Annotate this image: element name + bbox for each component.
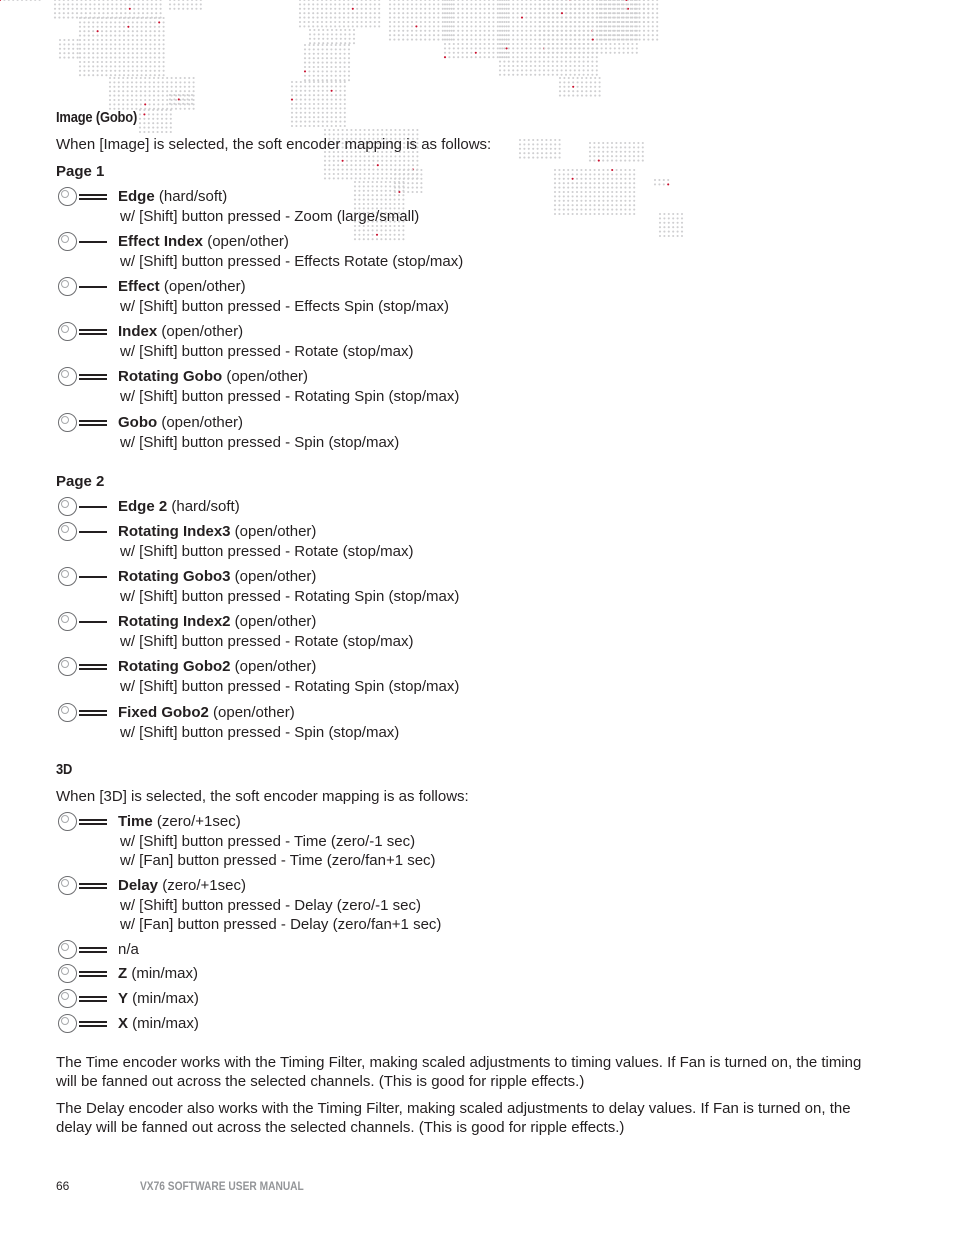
encoder-modifier-line: w/ [Shift] button pressed - Time (zero/-1 sec) — [120, 833, 416, 850]
encoder-label — [118, 965, 198, 982]
encoder-range: (zero/+1sec) — [158, 877, 246, 894]
encoder-name: Edge — [118, 188, 155, 205]
encoder-knob-icon — [58, 322, 77, 341]
encoder-label — [118, 813, 241, 830]
encoder-name: X — [118, 1015, 129, 1032]
encoder-knob-icon — [58, 567, 77, 586]
soft-encoder-icon — [58, 989, 110, 1009]
soft-encoder-icon — [58, 322, 110, 342]
encoder-range: (open/other) — [230, 523, 317, 540]
soft-encoder-icon — [58, 522, 110, 542]
encoder-knob-icon — [58, 277, 77, 296]
encoder-range: (min/max) — [127, 965, 199, 982]
encoder-name: Effect — [118, 278, 160, 295]
encoder-range: (open/other) — [230, 658, 317, 675]
encoder-range: (open/other) — [203, 233, 289, 250]
encoder-label — [118, 1015, 199, 1032]
soft-encoder-icon — [58, 876, 110, 896]
section-title-image-gobo: Image (Gobo) — [56, 109, 138, 126]
encoder-name: Delay — [118, 877, 159, 894]
encoder-range: (open/other) — [157, 414, 244, 431]
encoder-modifier-line: w/ [Shift] button pressed - Delay (zero/-1 sec) — [120, 897, 421, 914]
encoder-knob-icon — [58, 413, 77, 432]
manual-title: VX76 SOFTWARE USER MANUAL — [140, 1179, 304, 1193]
encoder-knob-icon — [58, 1014, 77, 1033]
encoder-label — [118, 233, 289, 250]
encoder-name: Y — [118, 990, 129, 1007]
encoder-modifier-line: w/ [Fan] button pressed - Time (zero/fan+1 sec) — [120, 852, 436, 869]
encoder-name: Rotating Gobo2 — [118, 658, 231, 675]
encoder-knob-icon — [58, 522, 77, 541]
soft-encoder-icon — [58, 277, 110, 297]
encoder-name: Time — [118, 813, 153, 830]
encoder-modifier-line: w/ [Shift] button pressed - Rotating Spin (stop/max) — [120, 678, 460, 695]
soft-encoder-icon — [58, 497, 110, 517]
threed-intro-text: When [3D] is selected, the soft encoder mapping is as follows: — [56, 788, 469, 805]
encoder-modifier-line: w/ [Shift] button pressed - Effects Spin (stop/max) — [120, 298, 450, 315]
soft-encoder-icon — [58, 812, 110, 832]
encoder-label — [118, 941, 139, 958]
encoder-label — [118, 704, 295, 721]
encoder-label — [118, 990, 199, 1007]
page-1-heading: Page 1 — [56, 163, 105, 180]
section-title-3d: 3D — [56, 761, 73, 778]
encoder-knob-icon — [58, 657, 77, 676]
encoder-knob-icon — [58, 497, 77, 516]
encoder-range: (hard/soft) — [154, 188, 228, 205]
encoder-range: (open/other) — [159, 278, 246, 295]
encoder-knob-icon — [58, 612, 77, 631]
delay-encoder-paragraph: The Delay encoder also works with the Timing Filter, making scaled adjustments to delay values. If Fan is turned on, the delay will be fanned out across the selected channels. (This is good for ripple effects.) — [56, 1100, 851, 1136]
encoder-name: Z — [118, 965, 128, 982]
soft-encoder-icon — [58, 964, 110, 984]
soft-encoder-icon — [58, 367, 110, 387]
encoder-modifier-line: w/ [Fan] button pressed - Delay (zero/fan+1 sec) — [120, 916, 442, 933]
encoder-name: Gobo — [118, 414, 158, 431]
encoder-label — [118, 568, 316, 585]
encoder-name: Rotating Index2 — [118, 613, 231, 630]
encoder-modifier-line: w/ [Shift] button pressed - Effects Rotate (stop/max) — [120, 253, 464, 270]
encoder-label — [118, 877, 246, 894]
encoder-label — [118, 658, 316, 675]
soft-encoder-icon — [58, 940, 110, 960]
soft-encoder-icon — [58, 1014, 110, 1034]
soft-encoder-icon — [58, 657, 110, 677]
encoder-knob-icon — [58, 187, 77, 206]
encoder-modifier-line: w/ [Shift] button pressed - Rotate (stop/max) — [120, 633, 414, 650]
soft-encoder-icon — [58, 232, 110, 252]
page-2-heading: Page 2 — [56, 473, 105, 490]
encoder-name: Rotating Gobo — [118, 368, 223, 385]
encoder-name: Rotating Gobo3 — [118, 568, 231, 585]
encoder-range: (min/max) — [128, 990, 199, 1007]
encoder-range: (open/other) — [230, 613, 317, 630]
encoder-range: (open/other) — [208, 704, 295, 721]
encoder-range: (hard/soft) — [167, 498, 240, 515]
encoder-label — [118, 498, 240, 515]
encoder-label — [118, 188, 227, 205]
page-number: 66 — [56, 1179, 70, 1193]
encoder-range: (open/other) — [157, 323, 244, 340]
encoder-name: Index — [118, 323, 158, 340]
soft-encoder-icon — [58, 703, 110, 723]
encoder-range: (open/other) — [222, 368, 309, 385]
encoder-modifier-line: w/ [Shift] button pressed - Rotating Spin (stop/max) — [120, 388, 460, 405]
encoder-knob-icon — [58, 964, 77, 983]
image-intro-text: When [Image] is selected, the soft encoder mapping is as follows: — [56, 136, 492, 153]
encoder-range: n/a — [118, 941, 139, 958]
soft-encoder-icon — [58, 567, 110, 587]
encoder-modifier-line: w/ [Shift] button pressed - Rotate (stop/max) — [120, 343, 414, 360]
encoder-label — [118, 323, 243, 340]
encoder-range: (min/max) — [128, 1015, 199, 1032]
encoder-name: Edge 2 — [118, 498, 168, 515]
encoder-modifier-line: w/ [Shift] button pressed - Zoom (large/small) — [120, 208, 420, 225]
encoder-name: Rotating Index3 — [118, 523, 231, 540]
encoder-knob-icon — [58, 703, 77, 722]
encoder-modifier-line: w/ [Shift] button pressed - Spin (stop/max) — [120, 434, 400, 451]
encoder-knob-icon — [58, 940, 77, 959]
encoder-knob-icon — [58, 812, 77, 831]
encoder-modifier-line: w/ [Shift] button pressed - Spin (stop/max) — [120, 724, 400, 741]
encoder-name: Effect Index — [118, 233, 204, 250]
encoder-knob-icon — [58, 989, 77, 1008]
soft-encoder-icon — [58, 413, 110, 433]
encoder-modifier-line: w/ [Shift] button pressed - Rotate (stop/max) — [120, 543, 414, 560]
encoder-label — [118, 523, 316, 540]
encoder-range: (open/other) — [230, 568, 317, 585]
soft-encoder-icon — [58, 187, 110, 207]
encoder-knob-icon — [58, 876, 77, 895]
encoder-label — [118, 278, 246, 295]
encoder-knob-icon — [58, 232, 77, 251]
encoder-label — [118, 613, 316, 630]
encoder-name: Fixed Gobo2 — [118, 704, 209, 721]
soft-encoder-icon — [58, 612, 110, 632]
encoder-range: (zero/+1sec) — [152, 813, 241, 830]
encoder-knob-icon — [58, 367, 77, 386]
encoder-modifier-line: w/ [Shift] button pressed - Rotating Spin (stop/max) — [120, 588, 460, 605]
time-encoder-paragraph: The Time encoder works with the Timing Filter, making scaled adjustments to timing values. If Fan is turned on, the timing will be fanned out across the selected channels. (This is good for ripple effects.) — [56, 1054, 862, 1090]
encoder-label — [118, 368, 308, 385]
encoder-label — [118, 414, 243, 431]
